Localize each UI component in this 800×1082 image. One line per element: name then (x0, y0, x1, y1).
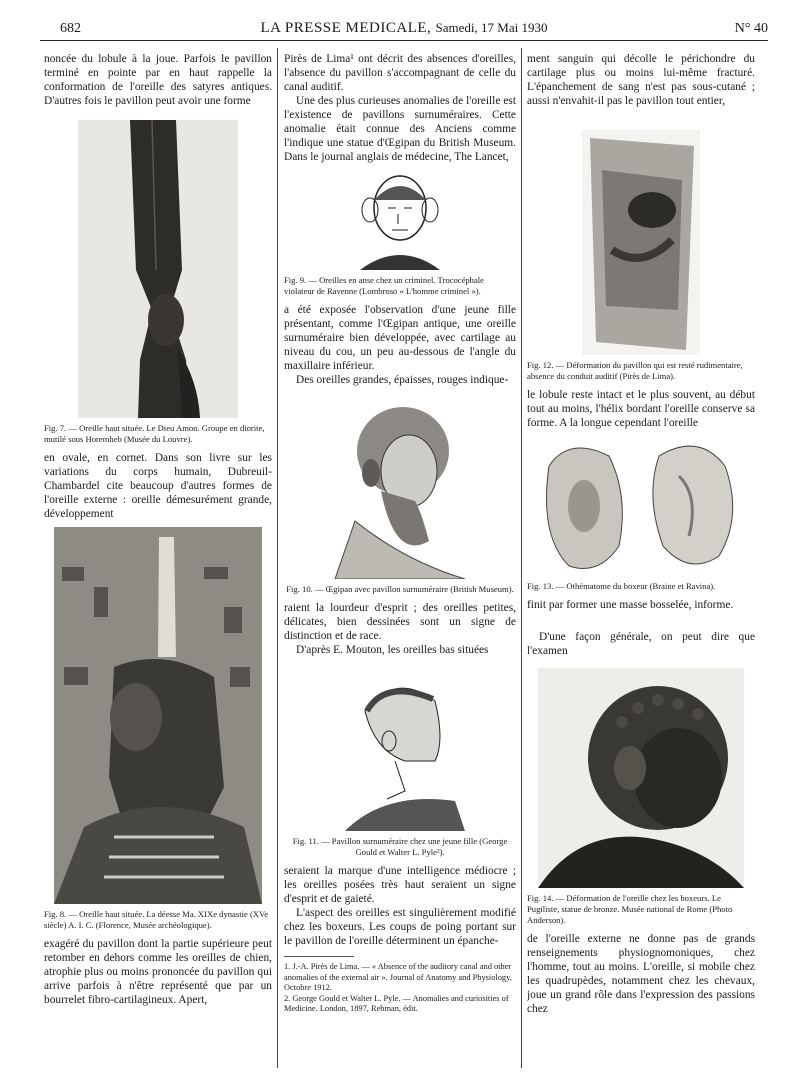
col1-paragraph-3: exagéré du pavillon dont la partie supérieure peut retomber en dehors comme les oreilles de chien, atrophie plus ou moins prononcée du pavillon qui arrive parfois à n'être représenté que par un bourrelet fibro-cartilagineux. Apert, (44, 938, 272, 1006)
figure-8-caption: Fig. 8. — Oreille haut située. La déesse Ma. XIXe dynastie (XVe siècle) A. I. C. (Florence, Musée archéologique). (44, 909, 269, 930)
page-number: 682 (60, 21, 81, 36)
col2-paragraph-4: Des oreilles grandes, épaisses, rouges indique- (296, 374, 509, 386)
col2-paragraph-5: raient la lourdeur d'esprit ; des oreilles petites, délicates, bien dessinées sont un signe de distinction et de race. (284, 602, 516, 642)
footnote-2: 2. George Gould et Walter L. Pyle. — Anomalies and curiosities of Medicine. London, 1897, Rebman, édit. (284, 993, 509, 1014)
col2-paragraph-6: D'après E. Mouton, les oreilles bas situées (296, 644, 489, 656)
figure-11-image (335, 671, 465, 831)
figure-10-caption: Fig. 10. — Œgipan avec pavillon surnuméraire (British Museum). (286, 584, 514, 594)
col3-paragraph-4: D'une façon générale, on peut dire que l'examen (527, 631, 755, 657)
journal-name: LA PRESSE MEDICALE, (260, 20, 432, 36)
figure-8-image (54, 527, 262, 904)
figure-9-caption: Fig. 9. — Oreilles en anse chez un criminel. Trococéphale violateur de Ravenne (Lombroso « L'homme criminel »). (284, 275, 484, 296)
column-rule-right (521, 48, 522, 1068)
figure-7-caption: Fig. 7. — Oreille haut située. Le Dieu Amon. Groupe en diorite, mutilé sous Horemheb (Musée du Louvre). (44, 423, 265, 444)
col2-paragraph-2: Une des plus curieuses anomalies de l'oreille est l'existence de pavillons surnuméraires. Cette anomalie était connue des Anciens comme l'indique une statue d'Œgipan du British Museum. Dans le journal anglais de médecine, The Lancet, (284, 95, 516, 163)
footnote-1: 1. J.-A. Pirès de Lima. — « Absence of the auditory canal and other anomalies of the external air ». Journal of Anatomy and Physiology, Octobre 1912. (284, 962, 512, 993)
issue-date: Samedi, 17 Mai 1930 (435, 20, 548, 35)
col2-paragraph-7: seraient la marque d'une intelligence médiocre ; les oreilles posées très haut seraient un signe d'esprit et de gaieté. (284, 865, 516, 905)
column-3 (527, 52, 755, 1072)
col1-paragraph-2: en ovale, en cornet. Dans son livre sur les variations du corps humain, Dubreuil-Chambardel cite beaucoup d'autres formes de l'oreille externe : oreille démesurément grande, développement (44, 452, 272, 520)
col2-paragraph-3: a été exposée l'observation d'une jeune fille présentant, comme l'Œgipan antique, une oreille surnuméraire bien développée, avec cartilage au niveau du cou, un peu au-dessous de l'angle du maxillaire inférieur. (284, 304, 516, 372)
running-title (40, 20, 768, 37)
figure-14-caption: Fig. 14. — Déformation de l'oreille chez les boxeurs. Le Pugiliste, statue de bronze. Musée national de Rome (Photo Anderson). (527, 893, 733, 925)
column-2 (284, 52, 516, 1072)
col2-paragraph-8: L'aspect des oreilles est singulièrement modifié chez les boxeurs. Les coups de poing portant sur le pavillon de l'oreille déterminent un épanche- (284, 907, 516, 947)
figure-11-caption: Fig. 11. — Pavillon surnuméraire chez une jeune fille (George Gould et Walter L. Pyle²). (292, 836, 508, 857)
page-header (40, 18, 768, 41)
column-rule-left (277, 48, 278, 1068)
col3-paragraph-3: finit par former une masse bosselée, informe. (527, 599, 734, 611)
figure-14-image (538, 668, 744, 888)
figure-7-image (78, 120, 238, 418)
col3-paragraph-2: le lobule reste intact et le plus souvent, au début tout au moins, l'hélix bordant l'oreille conserve sa forme. A la longue cependant l'oreille (527, 389, 755, 429)
figure-12-image (582, 130, 700, 355)
issue-number: N° 40 (734, 21, 768, 36)
col2-paragraph-1: Pirès de Lima¹ ont décrit des absences d'oreilles, l'absence du pavillon s'accompagnant de celle du canal auditif. (284, 53, 516, 93)
figure-10-image (325, 391, 475, 579)
figure-9-image (340, 170, 460, 270)
col3-paragraph-5: de l'oreille externe ne donne pas de grands renseignements physiognomoniques, chez l'homme, tout au moins. L'oreille, si mobile chez les quadrupèdes, notamment chez les chevaux, joue un grand rôle dans l'expression des passions chez (527, 933, 755, 1015)
footnote-rule (284, 956, 354, 957)
col1-paragraph-1: noncée du lobule à la joue. Parfois le pavillon terminé en pointe par en haut rappelle la conformation de l'oreille des satyres antiques. D'autres fois le pavillon peut avoir une forme (44, 53, 272, 107)
column-1 (44, 52, 272, 1072)
figure-13-image (529, 436, 753, 576)
figure-12-caption: Fig. 12. — Déformation du pavillon qui est resté rudimentaire, absence du conduit auditif (Pirès de Lima). (527, 360, 743, 381)
figure-13-caption: Fig. 13. — Othématome du boxeur (Braine et Ravina). (527, 581, 716, 591)
col3-paragraph-1: ment sanguin qui décolle le périchondre du cartilage plus ou moins lui-même fracturé. L'épanchement de sang n'est pas sous-cutané ; aussi n'envahit-il pas le pavillon tout entier, (527, 53, 755, 107)
